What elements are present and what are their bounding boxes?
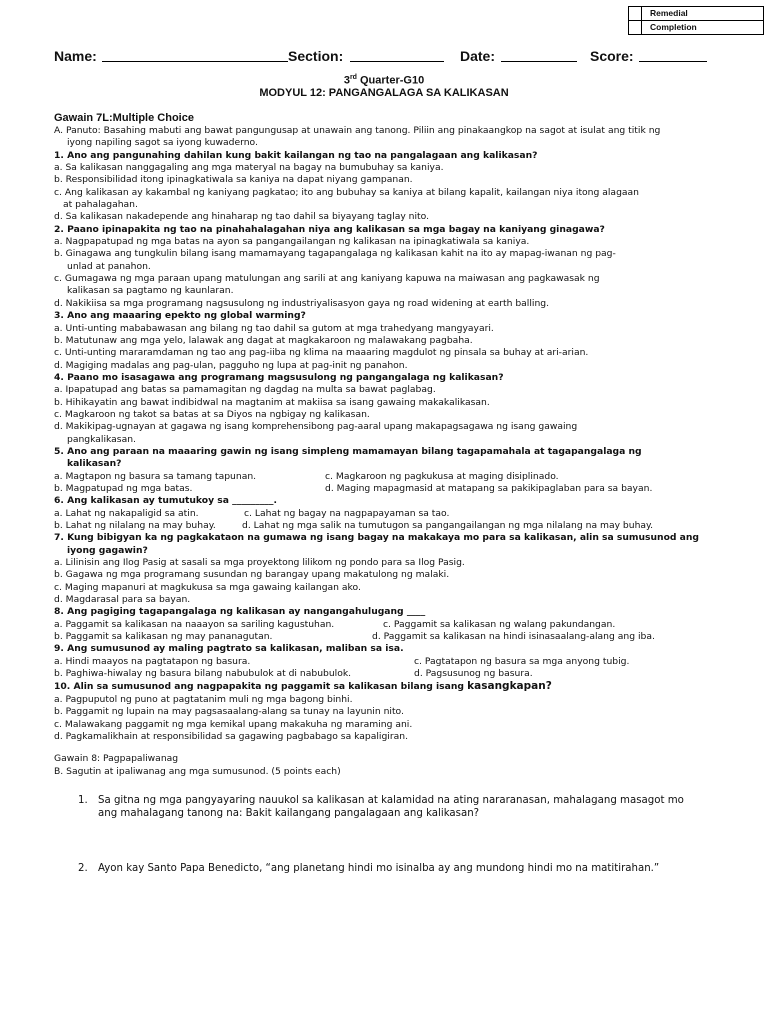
q8-option-a: a. Paggamit sa kalikasan na naaayon sa sariling kagustuhan. — [54, 618, 335, 630]
q2-option-d: d. Nakikiisa sa mga programang nagsusulong ng industriyalisasyon gaya ng road widening at earth balling. — [54, 297, 550, 309]
question-6: 6. Ang kalikasan ay tumutukoy sa _________. — [54, 495, 277, 507]
q5-option-a: a. Magtapon ng basura sa tamang tapunan. — [54, 470, 257, 482]
question-3: 3. Ano ang maaaring epekto ng global warming? — [54, 310, 306, 322]
q2-option-b: b. Ginagawa ang tungkulin bilang isang mamamayang tagapangalaga ng kalikasan kahit na ito ay mapag-iwanan ng pag- — [54, 248, 616, 260]
q4-option-a: a. Ipapatupad ang batas sa pamamagitan ng dagdag na multa sa bawat paglabag. — [54, 384, 436, 396]
q10-option-a: a. Pagpuputol ng puno at pagtatanim muli ng mga bagong binhi. — [54, 693, 353, 705]
q9-option-c: c. Pagtatapon ng basura sa mga anyong tubig. — [414, 655, 630, 667]
gawain-8-heading: Gawain 8: Pagpapaliwanag — [54, 753, 179, 765]
q9-option-b: b. Paghiwa-hiwalay ng basura bilang nabubulok at di nabubulok. — [54, 668, 352, 680]
q2-option-a: a. Nagpapatupad ng mga batas na ayon sa pangangailangan ng kalikasan na ipinagkatiwala sa kaniya. — [54, 236, 530, 248]
q6-option-d: d. Lahat ng mga salik na tumutugon sa pangangailangan ng mga nilalang na may buhay. — [242, 520, 654, 531]
quarter-title: 3rd Quarter-G10 — [343, 74, 425, 87]
q1-option-b: b. Responsibilidad itong ipinagkatiwala sa kaniya na dapat niyang gampanan. — [54, 174, 413, 186]
remedial-checkbox[interactable] — [629, 7, 642, 20]
q8-option-c: c. Paggamit sa kalikasan ng walang pakundangan. — [383, 618, 616, 630]
q9-option-a: a. Hindi maayos na pagtatapon ng basura. — [54, 655, 251, 667]
q1-option-c: c. Ang kalikasan ay kakambal ng kaniyang pagkatao; ito ang bubuhay sa kaniya at bilang kapalit, kailangan niya itong alagaan — [54, 186, 639, 198]
score-field[interactable] — [639, 48, 707, 62]
q2-option-c-cont: kalikasan sa pagtamo ng kaunlaran. — [67, 285, 234, 297]
q7-option-a: a. Lilinisin ang Ilog Pasig at sasali sa mga proyektong lilikom ng pondo para sa Ilog Pasig. — [54, 557, 465, 569]
panuto-line: iyong napiling sagot sa iyong kuwaderno. — [67, 137, 258, 149]
completion-label: Completion — [650, 22, 697, 32]
multiple-choice-section — [54, 112, 734, 778]
q3-option-c: c. Unti-unting mararamdaman ng tao ang pag-iiba ng klima na maaaring magdulot ng pinsala sa buhay at ari-arian. — [54, 347, 589, 359]
q4-option-d: d. Makikipag-ugnayan at gagawa ng isang komprehensibong pag-aaral upang makapagsagawa ng isang gawaing — [54, 421, 578, 433]
question-1: 1. Ano ang pangunahing dahilan kung bakit kailangan ng tao na pangalagaan ang kalikasan? — [54, 149, 538, 161]
q4-option-b: b. Hihikayatin ang bawat indibidwal na magtanim at makiisa sa isang gawaing makakalikasan. — [54, 396, 490, 408]
q6-option-a: a. Lahat ng nakapaligid sa atin. — [54, 507, 199, 519]
q1-option-c-cont: at pahalagahan. — [63, 199, 138, 211]
section-label: Section: — [288, 48, 344, 64]
score-label: Score: — [590, 48, 634, 64]
completion-checkbox[interactable] — [629, 21, 642, 34]
section-field[interactable] — [350, 48, 444, 62]
q10-option-c: c. Malawakang paggamit ng mga kemikal upang makakuha ng maraming ani. — [54, 718, 413, 730]
q6-option-c: c. Lahat ng bagay na nagpapayaman sa tao. — [244, 507, 450, 519]
date-label: Date: — [460, 48, 496, 64]
essay-question-2: 2. Ayon kay Santo Papa Benedicto, “ang planetang hindi mo isinalba ay ang mundong hindi mo na matitirahan.” — [78, 863, 660, 874]
q4-option-c: c. Magkaroon ng takot sa batas at sa Diyos na ngbigay ng kalikasan. — [54, 408, 370, 420]
module-title: MODYUL 12: PANGANGALAGA SA KALIKASAN — [259, 87, 509, 99]
question-9: 9. Ang sumusunod ay maling pagtrato sa kalikasan, maliban sa isa. — [54, 643, 404, 655]
date-field[interactable] — [501, 48, 577, 62]
q5-option-b: b. Magpatupad ng mga batas. — [54, 482, 193, 494]
q3-option-b: b. Matutunaw ang mga yelo, lalawak ang dagat at magkakaroon ng malawakang pagbaha. — [54, 334, 473, 346]
question-10: 10. Alin sa sumusunod ang nagpapakita ng paggamit sa kalikasan bilang isang kasangkapan? — [54, 680, 552, 693]
q8-option-b: b. Paggamit sa kalikasan ng may pananagutan. — [54, 631, 273, 643]
status-box — [628, 6, 764, 35]
q8-option-d: d. Paggamit sa kalikasan na hindi isinasaalang-alang ang iba. — [372, 631, 655, 643]
essay-question-1: 1. Sa gitna ng mga pangyayaring nauukol sa kalikasan at kalamidad na ating nararanasan, mahalagang masagot mo ang mahalagang tanong na: Bakit kailangang pangalagaan ang kalikasan? — [78, 795, 684, 819]
q1-option-a: a. Sa kalikasan nanggagaling ang mga materyal na bagay na bumubuhay sa kaniya. — [54, 162, 444, 174]
q4-option-d-cont: pangkalikasan. — [67, 433, 136, 445]
q10-option-d: d. Pagkamalikhain at responsibilidad sa gagawing pagbabago sa kapaligiran. — [54, 730, 409, 742]
question-5: 5. Ano ang paraan na maaaring gawin ng isang simpleng mamamayan bilang tagapamahala at tagapangalaga ng — [54, 445, 642, 457]
q5-option-c: c. Magkaroon ng pagkukusa at maging disiplinado. — [325, 470, 559, 482]
q7-option-d: d. Magdarasal para sa bayan. — [54, 594, 191, 606]
q3-option-d: d. Magiging madalas ang pag-ulan, pagguho ng lupa at pag-init ng panahon. — [54, 359, 408, 371]
q2-option-b-cont: unlad at panahon. — [67, 260, 151, 272]
gawain-8-instruction: B. Sagutin at ipaliwanag ang mga sumusunod. (5 points each) — [54, 765, 341, 777]
question-4: 4. Paano mo isasagawa ang programang magsusulong ng pangangalaga ng kalikasan? — [54, 371, 504, 383]
q10-option-b: b. Paggamit ng lupain na may pagsasaalang-alang sa tunay na layunin nito. — [54, 706, 404, 718]
question-8: 8. Ang pagiging tagapangalaga ng kalikasan ay nangangahulugang ____ — [54, 606, 426, 618]
q5-option-d: d. Maging mapagmasid at matapang sa pakikipaglaban para sa bayan. — [325, 482, 653, 494]
q1-option-d: d. Sa kalikasan nakadepende ang hinaharap ng tao dahil sa biyayang taglay nito. — [54, 211, 430, 223]
question-7-cont: iyong gagawin? — [67, 544, 148, 556]
q7-option-b: b. Gagawa ng mga programang susundan ng barangay upang makatulong ng malaki. — [54, 569, 450, 581]
q9-option-d: d. Pagsusunog ng basura. — [414, 668, 533, 680]
q2-option-c: c. Gumagawa ng mga paraan upang matulungan ang sarili at ang kaniyang kapuwa na maiwasan ang pagkawasak ng — [54, 273, 600, 285]
panuto-line: A. Panuto: Basahing mabuti ang bawat pangungusap at unawain ang tanong. Piliin ang pinakaangkop na sagot at isulat ang titik ng — [54, 125, 661, 136]
question-5-cont: kalikasan? — [67, 458, 122, 470]
q6-option-b: b. Lahat ng nilalang na may buhay. — [54, 520, 216, 531]
remedial-label: Remedial — [650, 8, 688, 18]
gawain-7-heading: Gawain 7L:Multiple Choice — [54, 112, 194, 124]
q7-option-c: c. Maging mapanuri at magkukusa sa mga gawaing kailangan ako. — [54, 581, 361, 593]
question-7: 7. Kung bibigyan ka ng pagkakataon na gumawa ng isang bagay na makakaya mo para sa kalikasan, alin sa sumusunod ang — [54, 532, 700, 544]
q3-option-a: a. Unti-unting mababawasan ang bilang ng tao dahil sa gutom at mga trahedyang mangyayari. — [54, 322, 494, 334]
name-field[interactable] — [102, 48, 288, 62]
name-label: Name: — [54, 48, 97, 64]
question-2: 2. Paano ipinapakita ng tao na pinahahalagahan niya ang kalikasan sa mga bagay na kaniyang ginagawa? — [54, 223, 605, 235]
